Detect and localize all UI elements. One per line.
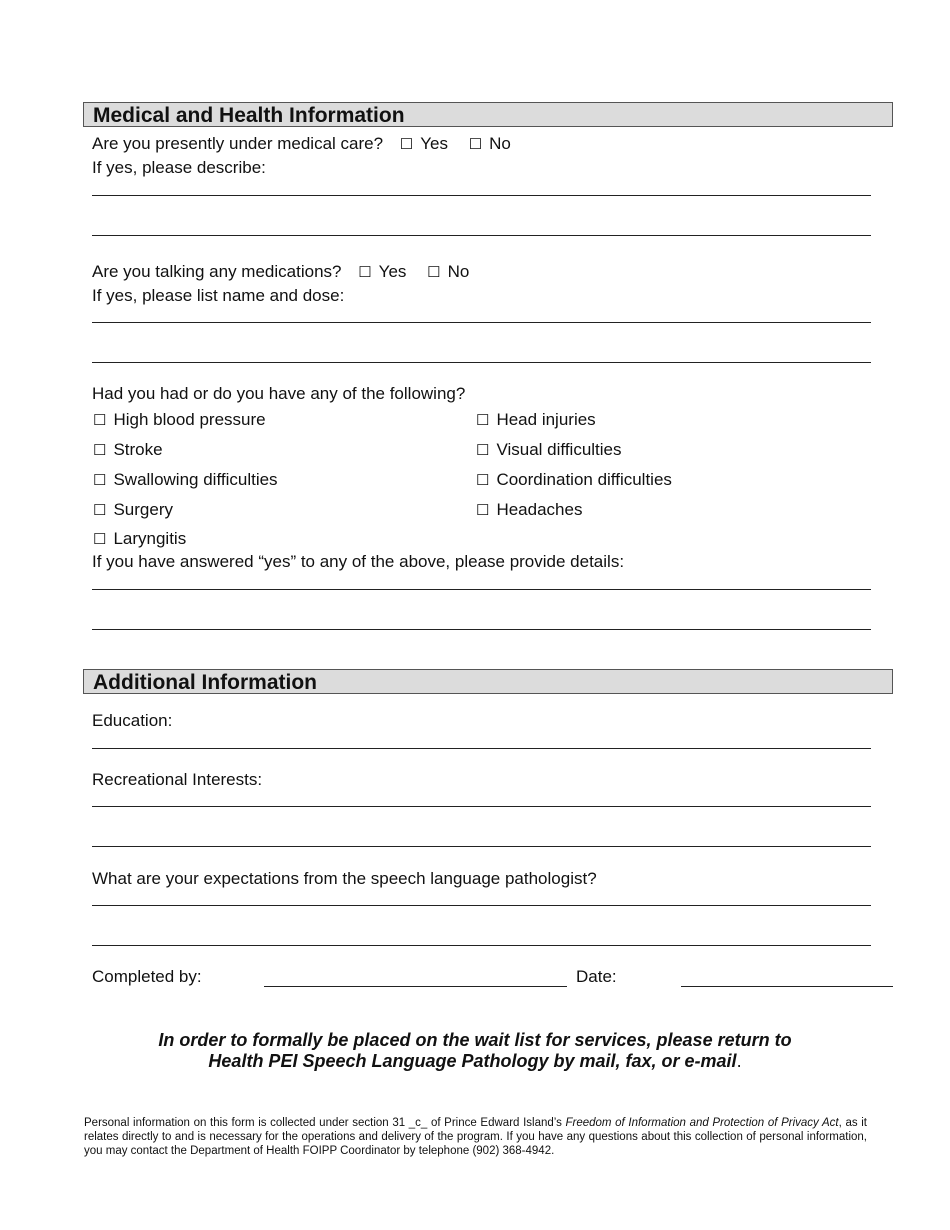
privacy-text-2: , as it relates directly to and is necessary for the operations and delivery of the program. If you have any questions about this collection of personal information, you may contact the Department of Health FOIPP Coordinator by telephone (902) 368-4942. (84, 1117, 867, 1157)
condition-head-injuries[interactable] (476, 410, 596, 431)
privacy-act-name: Freedom of Information and Protection of Privacy Act (565, 1117, 839, 1129)
option-label-no: No (447, 262, 470, 281)
medical-care-no-option[interactable] (469, 134, 511, 153)
option-label-yes: Yes (420, 134, 448, 153)
describe-line-2[interactable] (92, 235, 871, 236)
checkbox-icon: ☐ (93, 442, 107, 459)
checkbox-icon: ☐ (399, 136, 414, 153)
completed-by-line[interactable] (264, 986, 567, 987)
meds-line-1[interactable] (92, 322, 871, 323)
date-line[interactable] (681, 986, 893, 987)
checkbox-icon: ☐ (93, 531, 107, 548)
option-label-no: No (489, 134, 511, 153)
condition-label: Surgery (113, 500, 173, 519)
medications-question: Are you talking any medications? (92, 262, 342, 281)
expectations-line-2[interactable] (92, 945, 871, 946)
medical-care-question-row (92, 134, 511, 155)
date-label: Date: (576, 967, 617, 986)
checkbox-icon: ☐ (476, 442, 490, 459)
meds-list-label: If yes, please list name and dose: (92, 286, 345, 305)
condition-visual[interactable] (476, 440, 622, 461)
closing-line-2-text: Health PEI Speech Language Pathology by mail, fax, or e-mail (208, 1051, 737, 1071)
medical-section-header (83, 102, 893, 127)
expectations-line-1[interactable] (92, 905, 871, 906)
condition-headaches[interactable] (476, 500, 582, 521)
details-label: If you have answered “yes” to any of the above, please provide details: (92, 552, 625, 571)
checkbox-icon: ☐ (468, 136, 483, 153)
recreation-line-1[interactable] (92, 806, 871, 807)
privacy-notice (84, 1116, 867, 1158)
details-line-2[interactable] (92, 629, 871, 630)
checkbox-icon: ☐ (476, 412, 490, 429)
checkbox-icon: ☐ (476, 502, 490, 519)
condition-label: Stroke (113, 440, 163, 459)
condition-coordination[interactable] (476, 470, 672, 491)
condition-label: Laryngitis (113, 529, 187, 548)
details-line-1[interactable] (92, 589, 871, 590)
education-label: Education: (92, 711, 173, 730)
condition-stroke[interactable] (93, 440, 163, 461)
describe-label: If yes, please describe: (92, 158, 266, 177)
closing-line-1: In order to formally be placed on the wait list for services, please return to (158, 1030, 792, 1050)
condition-label: Visual difficulties (496, 440, 622, 459)
checkbox-icon: ☐ (93, 472, 107, 489)
checkbox-icon: ☐ (476, 472, 490, 489)
condition-surgery[interactable] (93, 500, 173, 521)
condition-high-blood-pressure[interactable] (93, 410, 266, 431)
closing-period: . (736, 1051, 742, 1071)
checkbox-icon: ☐ (93, 502, 107, 519)
condition-swallowing[interactable] (93, 470, 278, 491)
medications-question-row (92, 262, 469, 283)
closing-statement (90, 1030, 860, 1072)
medical-section-title: Medical and Health Information (93, 104, 405, 127)
expectations-label: What are your expectations from the speech language pathologist? (92, 869, 597, 888)
condition-label: Head injuries (496, 410, 596, 429)
closing-line-2 (90, 1051, 860, 1072)
additional-section-title: Additional Information (93, 671, 317, 694)
checkbox-icon: ☐ (427, 264, 441, 281)
medications-yes-option[interactable] (358, 262, 406, 281)
condition-laryngitis[interactable] (93, 529, 186, 550)
privacy-text-1: Personal information on this form is collected under section 31 _c_ of Prince Edward Island’s (84, 1117, 566, 1129)
completed-by-label: Completed by: (92, 967, 202, 986)
education-line[interactable] (92, 748, 871, 749)
condition-label: Swallowing difficulties (113, 470, 278, 489)
recreation-label: Recreational Interests: (92, 770, 263, 789)
condition-label: Headaches (496, 500, 583, 519)
checkbox-icon: ☐ (93, 412, 107, 429)
medical-care-yes-option[interactable] (400, 134, 448, 153)
additional-section-header (83, 669, 893, 694)
checkbox-icon: ☐ (358, 264, 372, 281)
recreation-line-2[interactable] (92, 846, 871, 847)
describe-line-1[interactable] (92, 195, 871, 196)
option-label-yes: Yes (378, 262, 407, 281)
medications-no-option[interactable] (427, 262, 469, 281)
condition-label: Coordination difficulties (496, 470, 672, 489)
meds-line-2[interactable] (92, 362, 871, 363)
condition-label: High blood pressure (113, 410, 266, 429)
conditions-question: Had you had or do you have any of the following? (92, 384, 466, 403)
medical-care-question: Are you presently under medical care? (92, 134, 384, 153)
